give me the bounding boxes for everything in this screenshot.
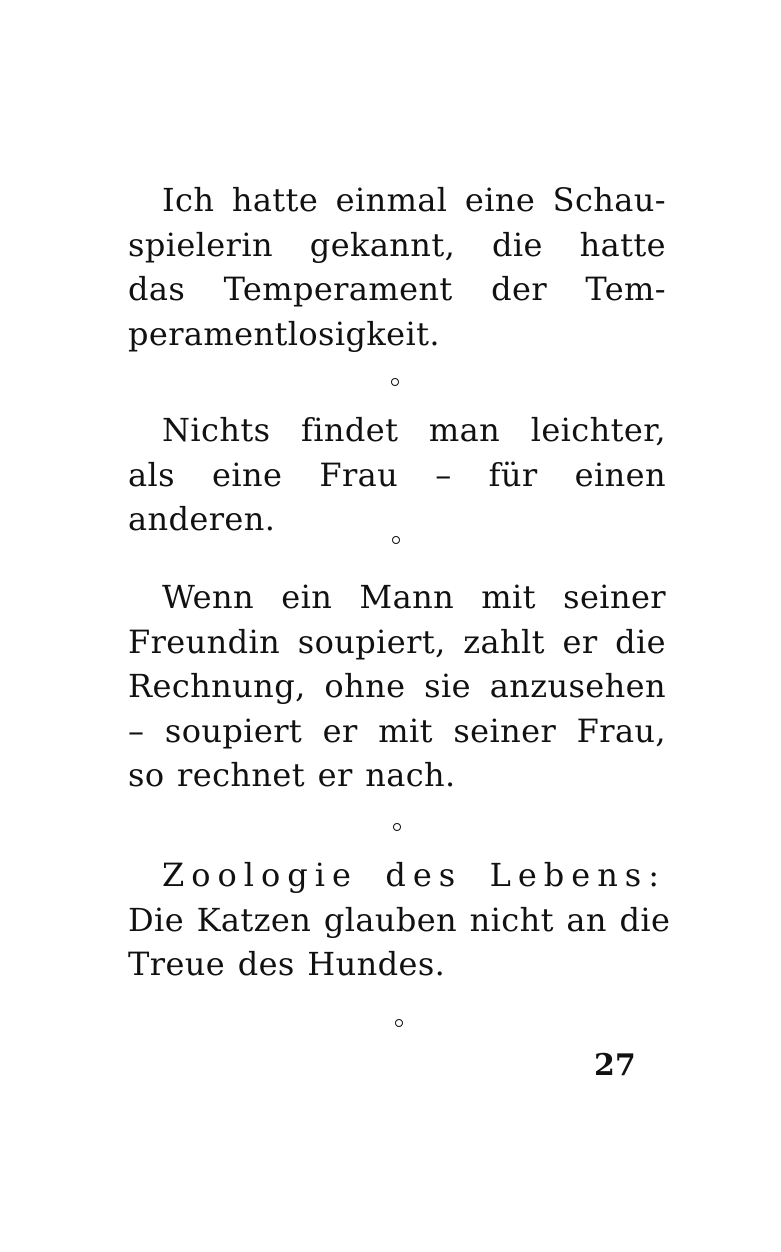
text-line: – soupiert er mit seiner Frau,: [128, 711, 666, 750]
text-line: Rechnung, ohne sie anzusehen: [128, 667, 666, 705]
text-line: anderen.: [128, 500, 276, 538]
aphorism-4: [128, 853, 671, 987]
text-line: Freundin soupiert, zahlt er die: [128, 622, 666, 661]
aphorism-2: [128, 408, 666, 542]
aphorism-3: [128, 575, 666, 798]
text-line: peramentlosigkeit.: [128, 314, 440, 353]
text-line: als eine Frau – für einen: [128, 455, 666, 494]
separator-circle: [395, 1019, 403, 1027]
separator-circle: [393, 823, 401, 831]
text-line: spielerin gekannt, die hatte: [128, 225, 666, 264]
separator-circle: [391, 378, 399, 386]
text-line: Zoologie des Lebens:: [162, 856, 666, 894]
page-number: 27: [594, 1048, 636, 1083]
text-line: so rechnet er nach.: [128, 756, 456, 794]
text-line: Die Katzen glauben nicht an die: [128, 900, 671, 939]
text-line: Treue des Hundes.: [128, 945, 446, 983]
separator-circle: [392, 536, 400, 544]
text-line: Ich hatte einmal eine Schau-: [162, 181, 666, 219]
text-line: Wenn ein Mann mit seiner: [162, 578, 666, 616]
text-line: Nichts findet man leichter,: [162, 411, 666, 449]
aphorism-1: [128, 178, 666, 356]
text-line: das Temperament der Tem-: [128, 270, 666, 308]
